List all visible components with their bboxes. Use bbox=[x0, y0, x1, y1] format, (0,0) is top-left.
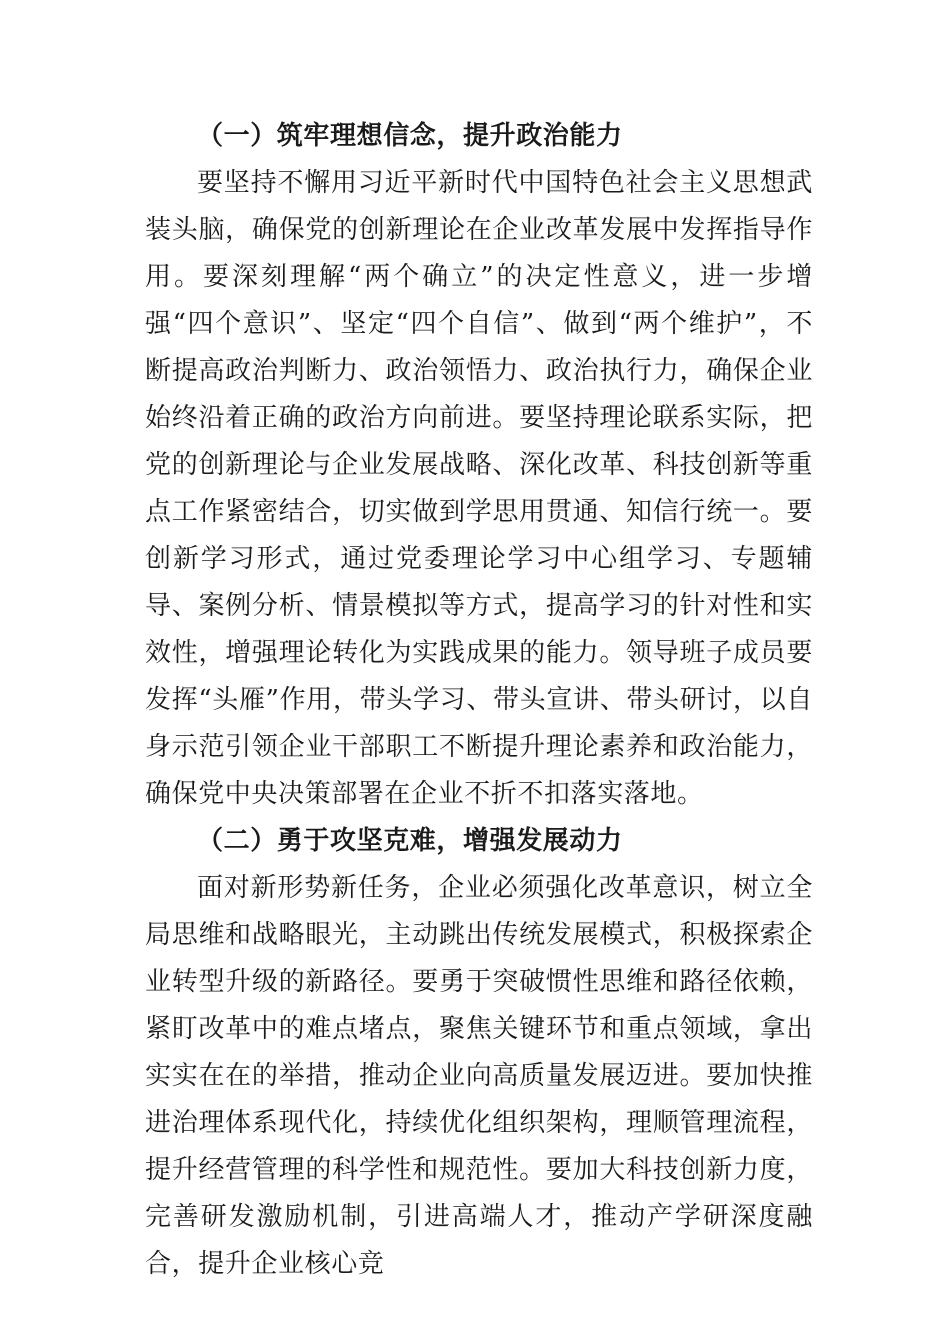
section-heading-1: （一）筑牢理想信念，提升政治能力 bbox=[197, 121, 623, 151]
document-body bbox=[145, 113, 813, 1288]
section-heading-2: （二）勇于攻坚克难，增强发展动力 bbox=[197, 826, 623, 856]
section-paragraph-2: 面对新形势新任务，企业必须强化改革意识，树立全局思维和战略眼光，主动跳出传统发展模式，积极探索企业转型升级的新路径。要勇于突破惯性思维和路径依赖，紧盯改革中的难点堵点，聚焦关键环节和重点领域，拿出实实在在的举措，推动企业向高质量发展迈进。要加快推进治理体系现代化，持续优化组织架构，理顺管理流程，提升经营管理的科学性和规范性。要加大科技创新力度，完善研发激励机制，引进高端人才，推动产学研深度融合，提升企业核心竞 bbox=[145, 873, 813, 1279]
section-paragraph-1: 要坚持不懈用习近平新时代中国特色社会主义思想武装头脑，确保党的创新理论在企业改革发展中发挥指导作用。要深刻理解“两个确立”的决定性意义，进一步增强“四个意识”、坚定“四个自信”、做到“两个维护”，不断提高政治判断力、政治领悟力、政治执行力，确保企业始终沿着正确的政治方向前进。要坚持理论联系实际，把党的创新理论与企业发展战略、深化改革、科技创新等重点工作紧密结合，切实做到学思用贯通、知信行统一。要创新学习形式，通过党委理论学习中心组学习、专题辅导、案例分析、情景模拟等方式，提高学习的针对性和实效性，增强理论转化为实践成果的能力。领导班子成员要发挥“头雁”作用，带头学习、带头宣讲、带头研讨，以自身示范引领企业干部职工不断提升理论素养和政治能力，确保党中央决策部署在企业不折不扣落实落地。 bbox=[145, 168, 813, 809]
